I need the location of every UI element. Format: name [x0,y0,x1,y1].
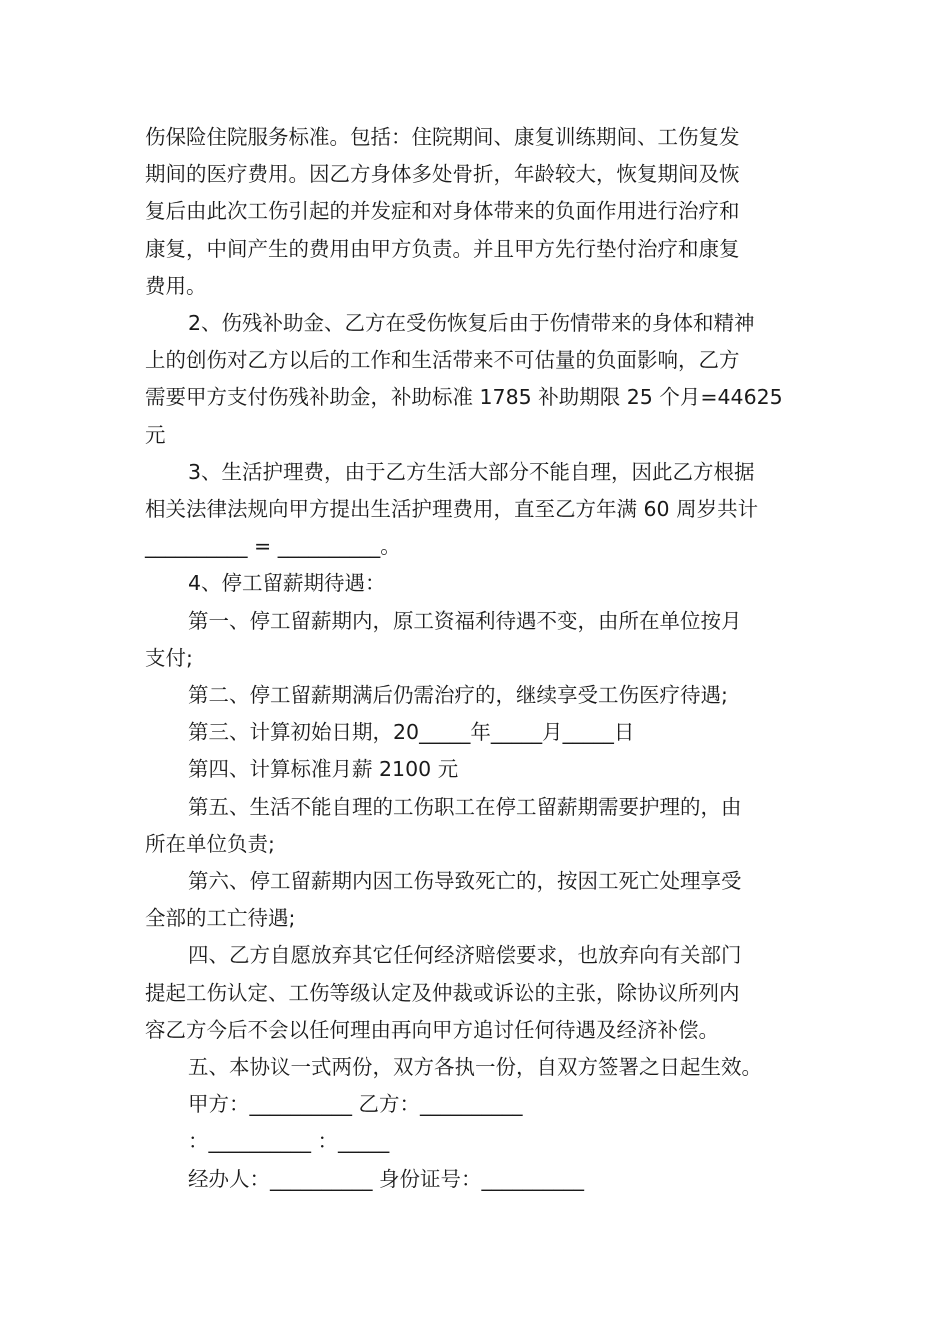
text-line: 2、伤残补助金、乙方在受伤恢复后由于伤情带来的身体和精神 [188,311,755,336]
text-line: 容乙方今后不会以任何理由再向甲方追讨任何待遇及经济补偿。 [145,1017,719,1042]
text-line: 需要甲方支付伤残补助金，补助标准 1785 补助期限 25 个月=44625 [145,385,783,410]
text-line: 第六、停工留薪期内因工伤导致死亡的，按因工死亡处理享受 [188,869,742,894]
signature-parties-line [145,1086,810,1123]
text-line: 甲方：__________ 乙方：__________ [188,1092,523,1117]
text-line: 4、停工留薪期待遇： [188,571,386,596]
text-line: 第五、生活不能自理的工伤职工在停工留薪期需要护理的，由 [188,794,742,819]
text-line: 伤保险住院服务标准。包括：住院期间、康复训练期间、工伤复发 [145,125,740,149]
text-line: 全部的工亡待遇; [145,906,296,931]
paragraph-item-fifth [145,789,810,863]
paragraph-item-third [145,714,810,751]
paragraph-clause-four [145,937,810,1049]
paragraph-item-first [145,603,810,677]
text-line: 第四、计算标准月薪 2100 元 [188,757,459,782]
text-line: 经办人：__________ 身份证号：__________ [188,1166,585,1191]
paragraph-disability-subsidy [145,305,810,454]
paragraph-medical-costs [145,119,810,305]
text-line: 四、乙方自愿放弃其它任何经济赔偿要求，也放弃向有关部门 [188,943,742,968]
text-line: 康复，中间产生的费用由甲方负责。并且甲方先行垫付治疗和康复 [145,236,740,261]
text-line: 期间的医疗费用。因乙方身体多处骨折，年龄较大，恢复期间及恢 [145,162,740,187]
text-line: 上的创伤对乙方以后的工作和生活带来不可估量的负面影响，乙方 [145,348,740,373]
text-line: 所在单位负责; [145,831,275,856]
text-line: __________ = __________。 [145,534,401,559]
signature-agent-line [145,1161,810,1198]
paragraph-item-fourth [145,751,810,788]
text-line: 提起工伤认定、工伤等级认定及仲裁或诉讼的主张，除协议所列内 [145,980,740,1005]
text-line: 五、本协议一式两份，双方各执一份，自双方签署之日起生效。 [188,1055,762,1080]
text-line: 元 [145,422,166,447]
text-line: 费用。 [145,273,207,298]
document-body [145,119,810,1198]
text-line: 第二、停工留薪期满后仍需治疗的，继续享受工伤医疗待遇; [188,683,728,708]
text-line: 第一、停工留薪期内，原工资福利待遇不变，由所在单位按月 [188,608,742,633]
signature-blank-line [145,1123,810,1160]
paragraph-clause-five [145,1049,810,1086]
text-line: ：__________ ：_____ [188,1129,390,1154]
text-line: 复后由此次工伤引起的并发症和对身体带来的负面作用进行治疗和 [145,199,740,224]
text-line: 相关法律法规向甲方提出生活护理费用，直至乙方年满 60 周岁共计 [145,497,759,522]
text-line: 第三、计算初始日期，20_____年_____月_____日 [188,720,635,745]
paragraph-nursing-fee [145,454,810,566]
text-line: 支付; [145,645,193,670]
paragraph-paid-leave-heading [145,565,810,602]
paragraph-item-second [145,677,810,714]
paragraph-item-sixth [145,863,810,937]
text-line: 3、生活护理费，由于乙方生活大部分不能自理，因此乙方根据 [188,459,755,484]
